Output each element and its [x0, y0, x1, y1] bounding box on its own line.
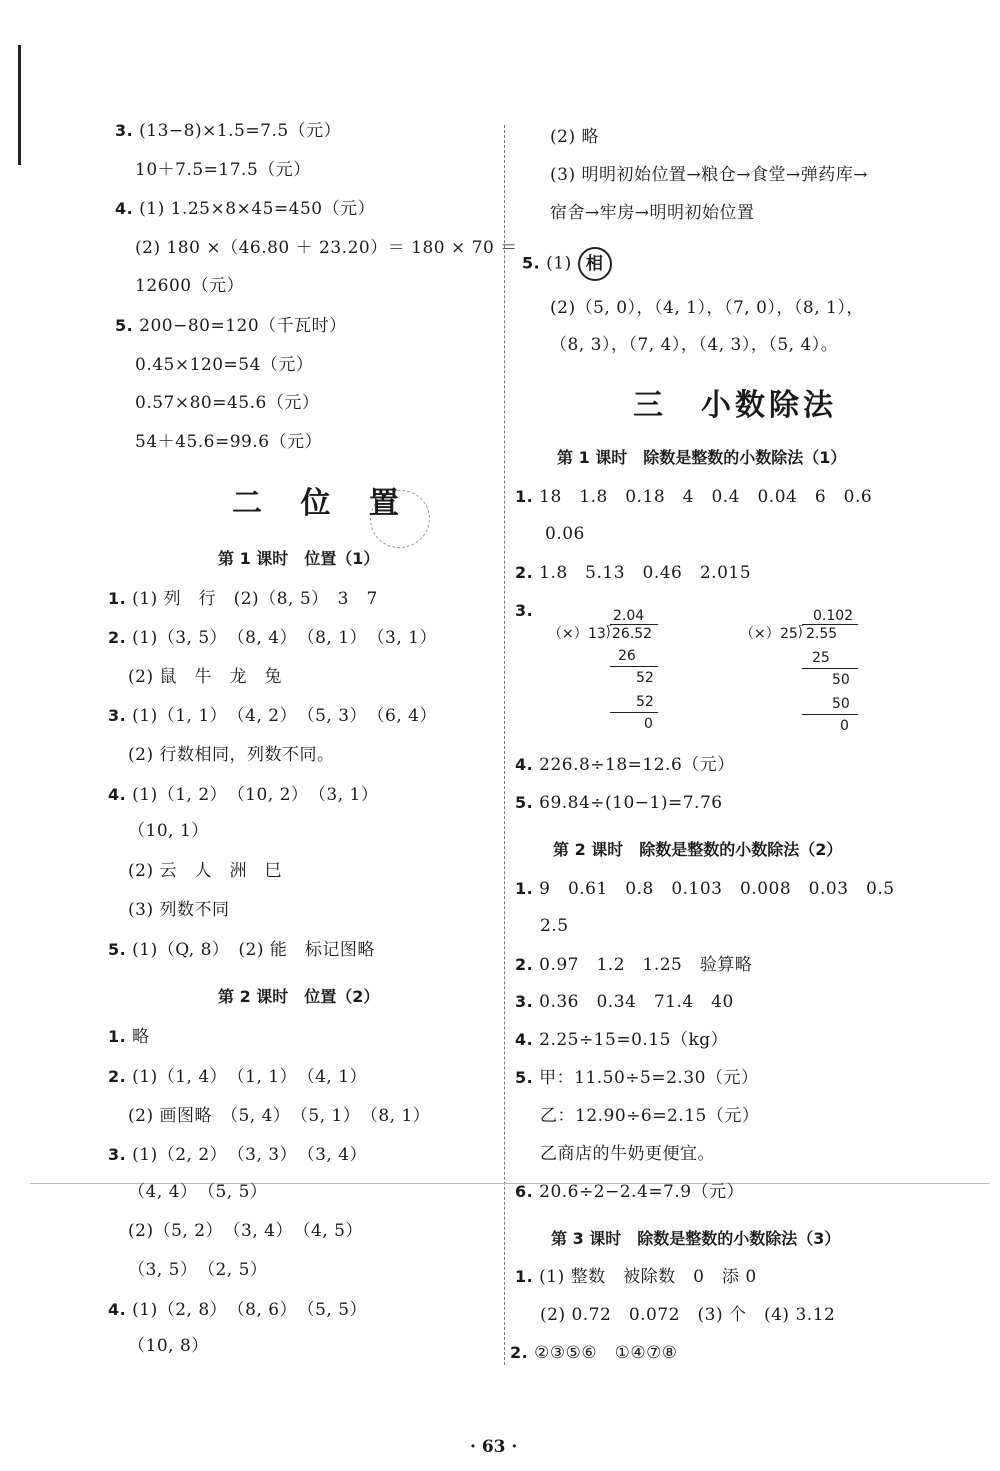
answer-line: （10, 1）	[128, 821, 209, 841]
answer-line: (2) 行数相同，列数不同。	[128, 745, 335, 765]
answer-line: 1. 9 0.61 0.8 0.103 0.008 0.03 0.5	[515, 879, 895, 899]
answer-line: 5. 200−80=120（千瓦时）	[115, 316, 347, 336]
answer-line: 4. (1)（2, 8） （8, 6） （5, 5）	[108, 1300, 368, 1320]
answer-line: (2) 0.72 0.072 (3) 个 (4) 3.12	[540, 1305, 836, 1325]
answer-line: (2)（5, 2） （3, 4） （4, 5）	[128, 1221, 363, 1241]
answer-line: 4. (1)（1, 2） （10, 2） （3, 1）	[108, 785, 379, 805]
section-title: 三 小数除法	[633, 388, 837, 423]
answer-line: 2.5	[540, 916, 569, 936]
answer-line: (2) 画图略 （5, 4） （5, 1） （8, 1）	[128, 1106, 431, 1126]
answer-line: 2. ②③⑤⑥ ①④⑦⑧	[510, 1343, 678, 1363]
answer-line: (2) 180 ×（46.80 ＋ 23.20）＝ 180 × 70 ＝	[135, 238, 518, 258]
answer-line: 5. 甲：11.50÷5=2.30（元）	[515, 1068, 759, 1088]
answer-line: 1. (1) 整数 被除数 0 添 0	[515, 1267, 757, 1287]
lesson-title: 第 2 课时 位置（2）	[218, 987, 380, 1006]
circled-char: 相	[578, 247, 612, 281]
answer-line: 2. 0.97 1.2 1.25 验算略	[515, 955, 753, 975]
answer-line: 3. (1)（1, 1） （4, 2） （5, 3） （6, 4）	[108, 706, 437, 726]
answer-line: (3) 列数不同	[128, 900, 230, 920]
long-division-b: （×） 0.102 25 ⟌ 2.55 25 50 50 0	[740, 608, 870, 738]
answer-line: 乙商店的牛奶更便宜。	[540, 1144, 715, 1164]
answer-line: 4. 2.25÷15=0.15（kg）	[515, 1030, 729, 1050]
answer-line: 10＋7.5=17.5（元）	[135, 160, 311, 180]
answer-line: 0.06	[545, 524, 585, 544]
answer-line: 2. 1.8 5.13 0.46 2.015	[515, 563, 752, 583]
answer-line: 54＋45.6=99.6（元）	[135, 432, 323, 452]
answer-line: 1. (1) 列 行 (2)（8, 5） 3 7	[108, 589, 378, 609]
answer-line: 0.45×120=54（元）	[135, 355, 314, 375]
answer-line: 4. 226.8÷18=12.6（元）	[515, 755, 735, 775]
answer-line: 4. (1) 1.25×8×45=450（元）	[115, 199, 376, 219]
page-number: · 63 ·	[470, 1437, 518, 1457]
answer-line: 2. (1)（1, 4） （1, 1） （4, 1）	[108, 1067, 368, 1087]
answer-line: 6. 20.6÷2−2.4=7.9（元）	[515, 1182, 745, 1202]
answer-line: （10, 8）	[128, 1336, 209, 1356]
answer-line: 1. 略	[108, 1027, 150, 1047]
answer-line: (2) 云 人 洲 巳	[128, 861, 282, 881]
answer-line: 乙：12.90÷6=2.15（元）	[540, 1106, 760, 1126]
answer-line: 2. (1)（3, 5） （8, 4） （8, 1） （3, 1）	[108, 628, 437, 648]
section-title: 二 位 置	[232, 486, 413, 521]
lesson-title: 第 1 课时 除数是整数的小数除法（1）	[557, 448, 847, 467]
lesson-title: 第 1 课时 位置（1）	[218, 549, 380, 568]
column-divider	[504, 125, 505, 1365]
answer-line: (2)（5, 0），（4, 1），（7, 0），（8, 1），	[550, 298, 864, 318]
answer-line: 3. (1)（2, 2） （3, 3） （3, 4）	[108, 1145, 368, 1165]
lesson-title: 第 3 课时 除数是整数的小数除法（3）	[551, 1229, 841, 1248]
answer-line: 3.	[515, 601, 534, 620]
answer-line: (2) 鼠 牛 龙 兔	[128, 667, 282, 687]
answer-line: （8, 3），（7, 4），（4, 3），（5, 4）。	[550, 335, 839, 355]
answer-line: （4, 4） （5, 5）	[128, 1182, 268, 1202]
answer-line: 3. 0.36 0.34 71.4 40	[515, 992, 734, 1012]
answer-line: 5. (1)（Q, 8） (2) 能 标记图略	[108, 940, 375, 960]
answer-line: (2) 略	[550, 127, 599, 147]
answer-line: （3, 5） （2, 5）	[128, 1260, 268, 1280]
answer-line: 5. (1) 相	[522, 247, 612, 281]
long-division-a: （×） 2.04 13 ⟌ 26.52 26 52 52 0	[548, 608, 678, 738]
binding-edge	[18, 45, 21, 165]
answer-line: 1. 18 1.8 0.18 4 0.4 0.04 6 0.6	[515, 487, 873, 507]
answer-line: 0.57×80=45.6（元）	[135, 393, 320, 413]
answer-line: 12600（元）	[135, 276, 245, 296]
answer-line: 3. (13−8)×1.5=7.5（元）	[115, 121, 342, 141]
answer-line: (3) 明明初始位置→粮仓→食堂→弹药库→	[550, 165, 868, 185]
answer-line: 5. 69.84÷(10−1)=7.76	[515, 793, 723, 813]
lesson-title: 第 2 课时 除数是整数的小数除法（2）	[553, 840, 843, 859]
answer-line: 宿舍→牢房→明明初始位置	[550, 203, 755, 223]
